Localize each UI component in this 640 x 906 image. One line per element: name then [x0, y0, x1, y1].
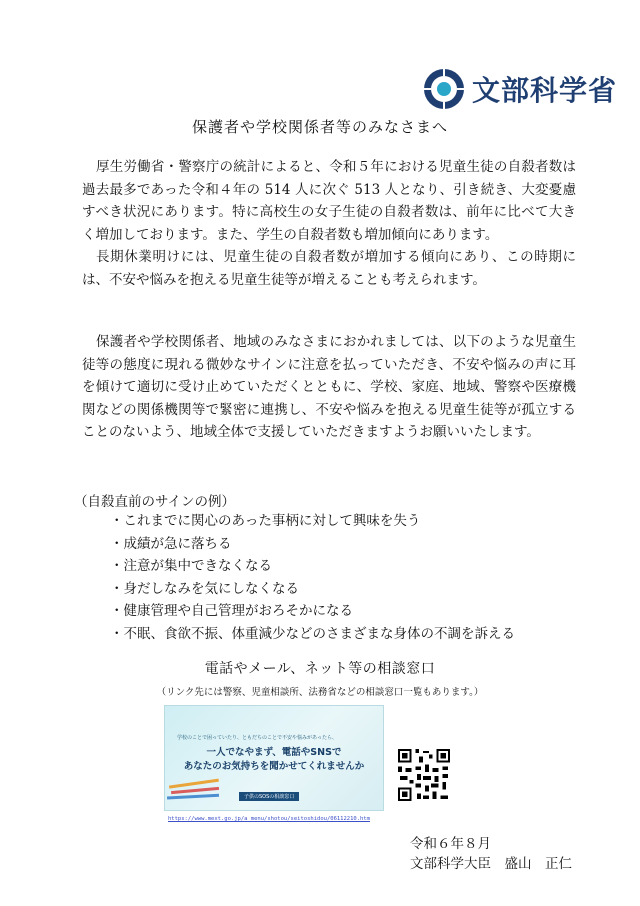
page-title: 保護者や学校関係者等のみなさまへ [191, 118, 448, 136]
qr-code-icon[interactable] [396, 747, 452, 803]
banner-headline-1: 一人でなやまず、電話やSNSで [206, 747, 342, 758]
banner-label: 子供のSOSの相談窓口 [239, 792, 299, 801]
list-item: ・ これまでに関心のあった事柄に対して興味を失う [110, 510, 515, 533]
signature-signer: 文部科学大臣 盛山 正仁 [410, 856, 572, 872]
request-paragraph-block [82, 331, 576, 444]
mext-logo-icon [422, 67, 466, 111]
intro-paragraphs [82, 156, 576, 292]
logo-text: 文部科学省 [472, 74, 618, 107]
consult-url-link[interactable]: https://www.mext.go.jp/a_menu/shotou/seitoshidou/06112210.htm [168, 816, 370, 822]
banner-headline-2: あなたのお気持ちを聞かせてくれませんか [183, 761, 365, 772]
paragraph-vacation: 長期休業明けには、児童生徒の自殺者数が増加する傾向にあり、この時期には、不安や悩みを抱える児童生徒等が増えることも考えられます。 [82, 249, 576, 288]
paragraph-statistics: 厚生労働省・警察庁の統計によると、令和５年における児童生徒の自殺者数は過去最多であった令和４年の 514 人に次ぐ 513 人となり、引き続き、大変憂慮すべき状況にあります。特に高校生の女子生徒の自殺者数は、前年に比べて大きく増加しております。また、学生の自殺者数も増加傾向にあります。 [82, 159, 576, 243]
paragraph-request: 保護者や学校関係者、地域のみなさまにおかれましては、以下のような児童生徒等の態度に現れる微妙なサインに注意を払っていただき、不安や悩みの声に耳を傾けて適切に受け止めていただくとともに、学校、家庭、地域、警察や医療機関などの関係機関等で緊密に連携し、不安や悩みを抱える児童生徒等が孤立することのないよう、地域全体で支援していただきますようお願いいたします。 [82, 334, 576, 441]
pencils-icon [165, 774, 225, 804]
list-item: ・ 成績が急に落ちる [110, 533, 515, 556]
consult-title: 電話やメール、ネット等の相談窓口 [204, 661, 436, 677]
signs-heading: （自殺直前のサインの例） [74, 494, 236, 510]
list-item: ・ 注意が集中できなくなる [110, 555, 515, 578]
list-item: ・ 身だしなみを気にしなくなる [110, 578, 515, 601]
list-item: ・ 不眠、食欲不振、体重減少などのさまざまな身体の不調を訴える [110, 623, 515, 646]
signature-date: 令和６年８月 [410, 836, 491, 852]
banner-top-text: 学校のことで困っていたり、ともだちのことで不安や悩みがあったら、 [177, 735, 337, 741]
signs-list [110, 510, 515, 646]
consult-subtitle: （リンク先には警察、児童相談所、法務省などの相談窓口一覧もあります。） [156, 687, 484, 698]
header-logo [422, 64, 618, 114]
list-item: ・ 健康管理や自己管理がおろそかになる [110, 600, 515, 623]
consult-banner-link[interactable] [164, 705, 384, 811]
